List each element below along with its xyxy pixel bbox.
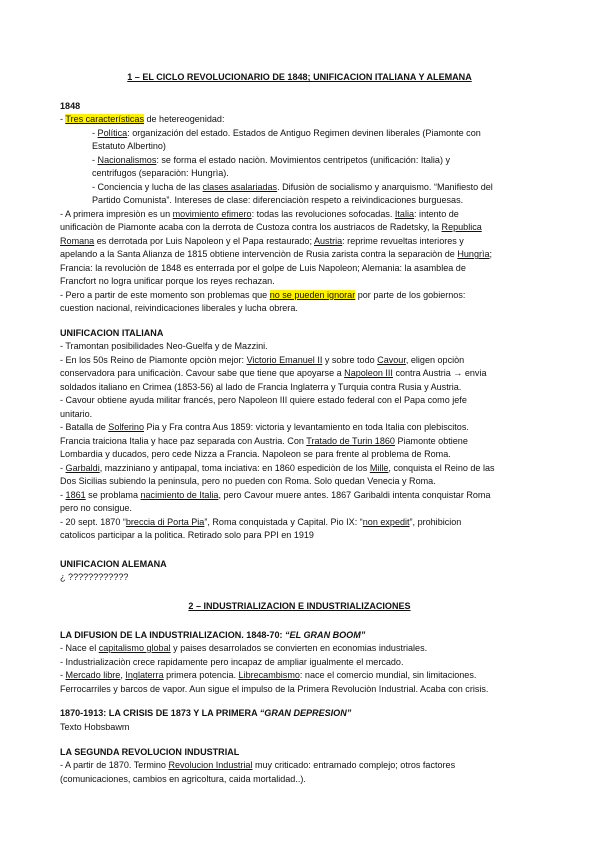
- paragraph-line: apelando a la Santa Alianza de 1815 obtiene intervenciòn de Rusia zarista contra la separaciòn de Hungrìa;: [60, 249, 493, 259]
- paragraph-line: - A primera impresiòn es un movimiento efimero: todas las revoluciones sofocadas. Italia: intento de: [60, 209, 459, 219]
- list-item-conciencia: - Conciencia y lucha de las clases asalariadas. Difusiòn de socialismo y anarquismo. “Manifiesto del: [92, 182, 493, 192]
- paragraph-line: Francfort no logra unificar porque los reyes rechazan.: [60, 276, 275, 286]
- list-item-nacionalismos: - Nacionalismos: se forma el estado naciòn. Movimientos centripetos (unificación: Italia) y: [92, 155, 451, 165]
- heading-difusion: LA DIFUSION DE LA INDUSTRIALIZACION. 1848-70: “EL GRAN BOOM”: [60, 630, 366, 640]
- paragraph-line: - Industrializaciòn crece rapidamente pero incapaz de ampliar igualmente el mercado.: [60, 657, 404, 667]
- paragraph-line: Ferrocarriles y barcos de vapor. Aun sigue el impulso de la Primera Revoluciòn Industrial. Acaba con crisis.: [60, 684, 489, 694]
- paragraph-line: - Pero a partir de este momento son problemas que no se pueden ignorar por parte de los gobiernos:: [60, 290, 466, 300]
- paragraph-line: Dos Sicilias subiendo la peninsula, pero no pueden con Roma. Solo quedan Venecia y Roma.: [60, 476, 436, 486]
- paragraph-line: ¿ ????????????: [60, 572, 129, 582]
- paragraph-line: - Garbaldi, mazziniano y antipapal, toma inciativa: en 1860 espediciòn de los Mille, conquista el Reino de las: [60, 463, 495, 473]
- paragraph-line: - 20 sept. 1870 “breccia di Porta Pia”, Roma conquistada y Capital. Pio IX: “non expedit”, prohibicion: [60, 517, 462, 527]
- paragraph-line: - Batalla de Solferino Pia y Fra contra Aus 1859: victoria y levantamiento en toda Italia con plebiscitos.: [60, 422, 469, 432]
- paragraph-line: - Tramontan posibilidades Neo-Guelfa y de Mazzini.: [60, 341, 268, 351]
- paragraph-line: - En los 50s Reino de Piamonte opciòn mejor: Victorio Emanuel II y sobre todo Cavour, eligen opciòn: [60, 355, 465, 365]
- heading-unificacion-alemana: UNIFICACION ALEMANA: [60, 559, 167, 569]
- paragraph-line: unitario.: [60, 409, 93, 419]
- paragraph-line: Partido Comunista”. Intereses de clase: diferenciaciòn respeto a reivindicaciones burguesas.: [92, 195, 464, 205]
- paragraph-line: Estatuto Albertino): [92, 141, 166, 151]
- paragraph-line: catolicos participar a la politica. Retirado solo para PPI en 1919: [60, 530, 314, 540]
- paragraph-line: pero no consigue.: [60, 503, 132, 513]
- paragraph-line: Francia traiciona Italia y hace paz separada con Austria. Con Tratado de Turin 1860 Piamonte obtiene: [60, 436, 468, 446]
- paragraph-line: Lombardia y ducados, pero cede Nizza a Francia. Napoleon se para frente al problema de Roma.: [60, 449, 451, 459]
- heading-crisis-1873: 1870-1913: LA CRISIS DE 1873 Y LA PRIMERA “GRAN DEPRESION”: [60, 708, 352, 718]
- paragraph-line: - Mercado libre, Inglaterra primera potencia. Librecambismo: nace el comercio mundial, sin limitaciones.: [60, 670, 477, 680]
- highlighted-text: Tres características: [65, 114, 144, 124]
- paragraph-line: - Cavour obtiene ayuda militar francés, pero Napoleon III quiere estado federal con el Papa como jefe: [60, 395, 467, 405]
- paragraph-line: Romana es derrotada por Luis Napoleon y el Papa restaurado; Austria: reprime revueltas interiores y: [60, 236, 464, 246]
- paragraph-line: - 1861 se problama nacimiento de Italia, pero Cavour muere antes. 1867 Garibaldi intenta conquistar Roma: [60, 490, 491, 500]
- heading-segunda-revolucion: LA SEGUNDA REVOLUCION INDUSTRIAL: [60, 747, 240, 757]
- heading-1848: 1848: [60, 101, 81, 111]
- paragraph-line: cuestion nacional, reivindicaciones liberales y lucha obrera.: [60, 303, 298, 313]
- paragraph-line: - Nace el capitalismo global y paises desarrolados se convierten en economias industriales.: [60, 643, 428, 653]
- paragraph-line: conservadora para unificaciòn. Cavour sabe que tiene que apoyarse a Napoleon III contra Austria → envia: [60, 368, 487, 378]
- highlighted-text: no se pueden ignorar: [269, 290, 356, 300]
- paragraph-line: unificaciòn de Piamonte acaba con la derrota de Custoza contra los austriacos de Radetsky, la Republica: [60, 222, 482, 232]
- list-item-politica: - Política: organización del estado. Estados de Antiguo Regimen devinen liberales (Piamonte con: [92, 128, 481, 138]
- paragraph-line: - Tres características de hetereogenidad:: [60, 114, 225, 124]
- paragraph-line: soldados italiano en Crimea (1853-56) al lado de Francia Inglaterra y Turquia contra Rusia y Austria.: [60, 382, 462, 392]
- section-title-2: 2 – INDUSTRIALIZACION E INDUSTRIALIZACIONES: [188, 601, 411, 611]
- paragraph-line: Francia: la revoluciòn de 1848 es enterrada por el golpe de Luis Napoleon; Alemania: la asamblea de: [60, 263, 466, 273]
- heading-unificacion-italiana: UNIFICACION ITALIANA: [60, 328, 164, 338]
- section-title-1: 1 – EL CICLO REVOLUCIONARIO DE 1848; UNIFICACION ITALIANA Y ALEMANA: [127, 72, 472, 82]
- paragraph-line: Texto Hobsbawm: [60, 722, 130, 732]
- paragraph-line: - A partir de 1870. Termino Revolucion Industrial muy criticado: entramado complejo; otros factores: [60, 760, 456, 770]
- paragraph-line: (comunicaciones, cambios en agricoltura, caida mortalidad..).: [60, 774, 306, 784]
- paragraph-line: centrifugos (separaciòn: Hungrìa).: [92, 168, 229, 178]
